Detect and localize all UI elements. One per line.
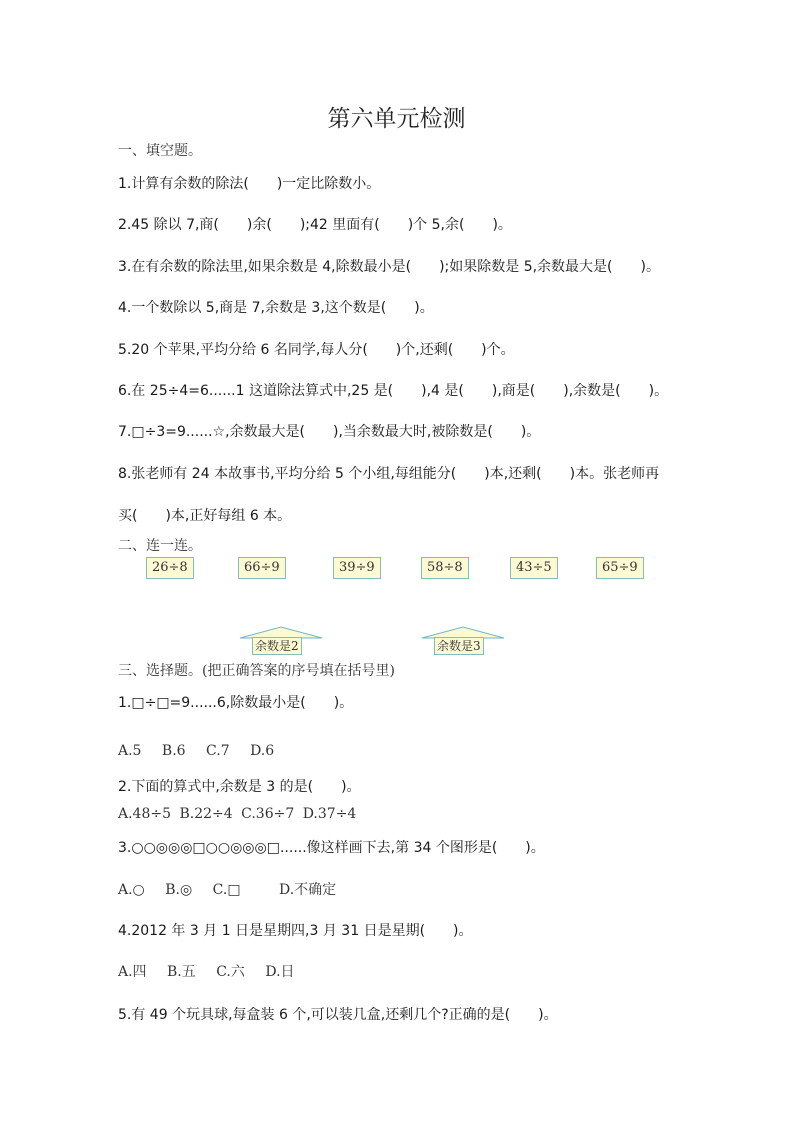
target-remainder-3[interactable] (420, 626, 506, 656)
section-heading-fill-blank: 一、填空题。 (118, 143, 202, 159)
section-heading-choice: 三、选择题。(把正确答案的序号填在括号里) (118, 663, 395, 679)
option: D.6 (250, 743, 275, 759)
option: A.48÷5 (118, 806, 172, 822)
question-1-4: 4.一个数除以 5,商是 7,余数是 3,这个数是( )。 (118, 300, 434, 316)
option: C.7 (206, 743, 230, 759)
options-3-2 (118, 806, 360, 822)
question-1-8: 8.张老师有 24 本故事书,平均分给 5 个小组,每组能分( )本,还剩( )本。张老师再 (118, 466, 660, 482)
question-1-1: 1.计算有余数的除法( )一定比除数小。 (118, 176, 381, 192)
question-1-6: 6.在 25÷4=6......1 这道除法算式中,25 是( ),4 是( ),商是( ),余数是( )。 (118, 383, 669, 399)
question-1-7: 7.□÷3=9......☆,余数最大是( ),当余数最大时,被除数是( )。 (118, 424, 541, 440)
expression-box[interactable]: 66÷9 (238, 557, 286, 579)
question-1-5: 5.20 个苹果,平均分给 6 名同学,每人分( )个,还剩( )个。 (118, 342, 515, 358)
expression-box[interactable]: 65÷9 (596, 557, 644, 579)
page-title: 第六单元检测 (327, 106, 466, 132)
expression-box[interactable]: 39÷9 (333, 557, 381, 579)
question-3-2: 2.下面的算式中,余数是 3 的是( )。 (118, 779, 361, 795)
option: D.不确定 (279, 882, 337, 898)
question-1-2: 2.45 除以 7,商( )余( );42 里面有( )个 5,余( )。 (118, 217, 512, 233)
expression-box[interactable]: 43÷5 (510, 557, 558, 579)
option: B.◎ (165, 882, 193, 898)
option: C.六 (216, 964, 245, 980)
question-3-1: 1.□÷□=9......6,除数最小是( )。 (118, 695, 354, 711)
option: A.5 (118, 743, 142, 759)
question-3-4: 4.2012 年 3 月 1 日是星期四,3 月 31 日是星期( )。 (118, 923, 473, 939)
option: B.五 (167, 964, 196, 980)
section-heading-match: 二、连一连。 (118, 538, 202, 554)
expression-box[interactable]: 26÷8 (146, 557, 194, 579)
option: A.四 (118, 964, 147, 980)
option: C.36÷7 (241, 806, 295, 822)
question-1-3: 3.在有余数的除法里,如果余数是 4,除数最小是( );如果除数是 5,余数最大是( )。 (118, 259, 660, 275)
question-3-3: 3.○○◎◎◎□○○◎◎◎□......像这样画下去,第 34 个图形是( )。 (118, 840, 545, 856)
option: B.22÷4 (179, 806, 233, 822)
question-3-5: 5.有 49 个玩具球,每盒装 6 个,可以装几盒,还剩几个?正确的是( )。 (118, 1007, 558, 1023)
option: C.□ (212, 882, 241, 898)
target-remainder-2[interactable] (238, 626, 324, 656)
option: B.6 (161, 743, 186, 759)
question-1-8-cont: 买( )本,正好每组 6 本。 (118, 508, 292, 524)
target-label: 余数是3 (434, 637, 484, 655)
expression-box[interactable]: 58÷8 (421, 557, 469, 579)
option: D.37÷4 (302, 806, 357, 822)
option: A.○ (118, 882, 145, 898)
options-3-3 (118, 879, 352, 899)
option: D.日 (265, 964, 295, 980)
options-3-1 (118, 743, 290, 759)
options-3-4 (118, 961, 311, 981)
target-label: 余数是2 (252, 637, 302, 655)
